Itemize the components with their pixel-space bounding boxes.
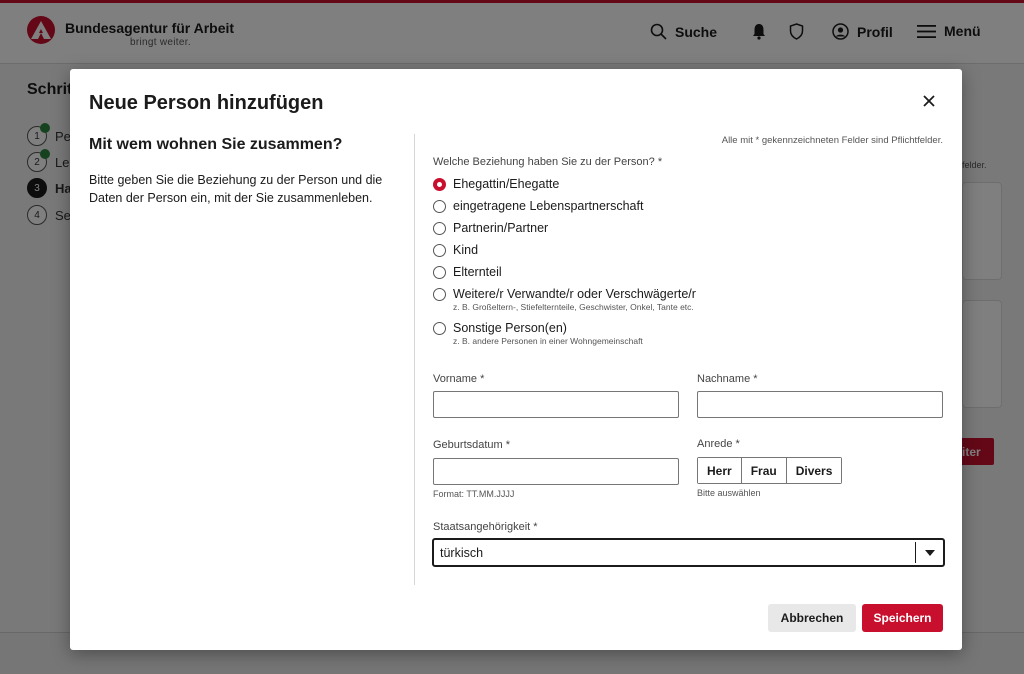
salutation-label: Anrede *	[697, 438, 740, 450]
radio-label: Kind	[453, 243, 479, 257]
cancel-button[interactable]: Abbrechen	[768, 604, 856, 632]
radio-label: Sonstige Person(en)	[453, 321, 567, 335]
caret-down-icon[interactable]	[925, 550, 935, 556]
salutation-option-divers[interactable]: Divers	[787, 458, 842, 483]
radio-option-registered-partnership[interactable]	[433, 198, 643, 214]
select-separator	[915, 542, 916, 563]
radio-button[interactable]	[433, 266, 446, 279]
radio-button[interactable]	[433, 200, 446, 213]
radio-button[interactable]	[433, 322, 446, 335]
radio-option-spouse[interactable]	[433, 176, 559, 192]
radio-label: eingetragene Lebenspartnerschaft	[453, 199, 644, 213]
radio-option-other-person[interactable]	[433, 320, 643, 346]
radio-label: Partnerin/Partner	[453, 221, 549, 235]
radio-option-partner[interactable]	[433, 220, 548, 236]
section-title: Mit wem wohnen Sie zusammen?	[89, 136, 343, 153]
nationality-select[interactable]	[432, 538, 945, 567]
radio-button[interactable]	[433, 288, 446, 301]
radio-button-checked[interactable]	[433, 178, 446, 191]
radio-option-child[interactable]	[433, 242, 478, 258]
radio-option-parent[interactable]	[433, 264, 502, 280]
radio-label: Weitere/r Verwandte/r oder Verschwägerte/r	[453, 287, 696, 301]
radio-hint: z. B. andere Personen in einer Wohngemeinschaft	[453, 336, 643, 346]
nationality-select-value: türkisch	[440, 546, 484, 560]
salutation-option-frau[interactable]: Frau	[742, 458, 787, 483]
firstname-input[interactable]	[433, 391, 679, 418]
radio-button[interactable]	[433, 244, 446, 257]
radio-label: Elternteil	[453, 265, 502, 279]
lastname-label: Nachname *	[697, 373, 758, 385]
salutation-segmented-control	[697, 457, 842, 484]
salutation-option-herr[interactable]: Herr	[698, 458, 742, 483]
save-button[interactable]: Speichern	[862, 604, 943, 632]
add-person-dialog	[70, 69, 962, 650]
radio-label: Ehegattin/Ehegatte	[453, 177, 560, 191]
vertical-divider	[414, 134, 415, 585]
dialog-title: Neue Person hinzufügen	[89, 92, 324, 114]
radio-button[interactable]	[433, 222, 446, 235]
radio-hint: z. B. Großeltern-, Stiefelternteile, Geschwister, Onkel, Tante etc.	[453, 302, 694, 312]
required-fields-note: Alle mit * gekennzeichneten Felder sind Pflichtfelder.	[721, 135, 943, 146]
relation-question-label: Welche Beziehung haben Sie zu der Person? *	[433, 156, 663, 168]
birthdate-format-hint: Format: TT.MM.JJJJ	[433, 489, 515, 499]
nationality-label: Staatsangehörigkeit *	[433, 521, 538, 533]
lastname-input[interactable]	[697, 391, 943, 418]
birthdate-label: Geburtsdatum *	[433, 439, 511, 451]
salutation-hint: Bitte auswählen	[697, 488, 761, 498]
section-description: Bitte geben Sie die Beziehung zu der Person und die Daten der Person ein, mit der Sie zusammenleben.	[89, 173, 383, 205]
radio-option-relative[interactable]	[433, 286, 696, 312]
birthdate-input[interactable]	[433, 458, 679, 485]
close-icon[interactable]	[919, 91, 939, 111]
firstname-label: Vorname *	[433, 373, 485, 385]
